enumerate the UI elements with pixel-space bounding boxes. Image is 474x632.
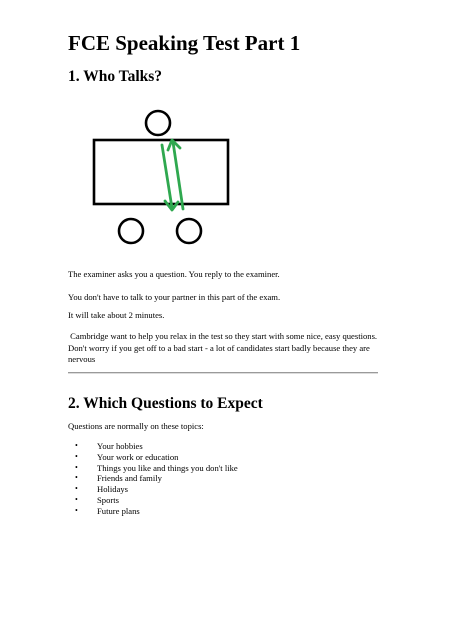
candidate-seat-left-icon [119, 219, 143, 243]
topics-list [68, 441, 238, 517]
examiner-seat-icon [146, 111, 170, 135]
bullet-icon: • [75, 462, 78, 472]
bullet-icon: • [75, 484, 78, 494]
list-item [68, 495, 238, 506]
topic-label: Future plans [97, 505, 140, 516]
bullet-icon: • [75, 494, 78, 504]
topic-label: Holidays [97, 484, 129, 495]
paragraph-duration: It will take about 2 minutes. [68, 310, 165, 320]
bullet-icon: • [75, 451, 78, 461]
exam-table-shape [94, 140, 228, 204]
question-answer-arrows-icon [162, 140, 183, 210]
bullet-icon: • [75, 473, 78, 483]
candidate-seat-right-icon [177, 219, 201, 243]
bullet-icon: • [75, 505, 78, 515]
paragraph-relax: Cambridge want to help you relax in the test so they start with some nice, easy questions. Don't worry if you get off to a bad start - a lot of candidates start badly because they are nervous [68, 331, 380, 364]
topic-label: Things you like and things you don't like [97, 462, 238, 473]
list-item [68, 463, 238, 474]
topics-intro: Questions are normally on these topics: [68, 421, 204, 431]
topic-label: Your work or education [97, 451, 179, 462]
topic-label: Friends and family [97, 473, 162, 484]
list-item [68, 473, 238, 484]
paragraph-examiner-asks: The examiner asks you a question. You reply to the examiner. [68, 269, 280, 279]
horizontal-divider [68, 372, 378, 374]
topic-label: Sports [97, 494, 119, 505]
topic-label: Your hobbies [97, 441, 143, 451]
list-item [68, 484, 238, 495]
section-heading-which-questions: 2. Which Questions to Expect [68, 395, 263, 412]
list-item [68, 506, 238, 517]
list-item [68, 441, 238, 452]
paragraph-partner: You don't have to talk to your partner in this part of the exam. [68, 292, 281, 302]
page-title: FCE Speaking Test Part 1 [68, 31, 301, 55]
exam-seating-diagram [86, 105, 236, 250]
bullet-icon: • [75, 441, 78, 450]
list-item [68, 452, 238, 463]
section-heading-who-talks: 1. Who Talks? [68, 68, 163, 85]
